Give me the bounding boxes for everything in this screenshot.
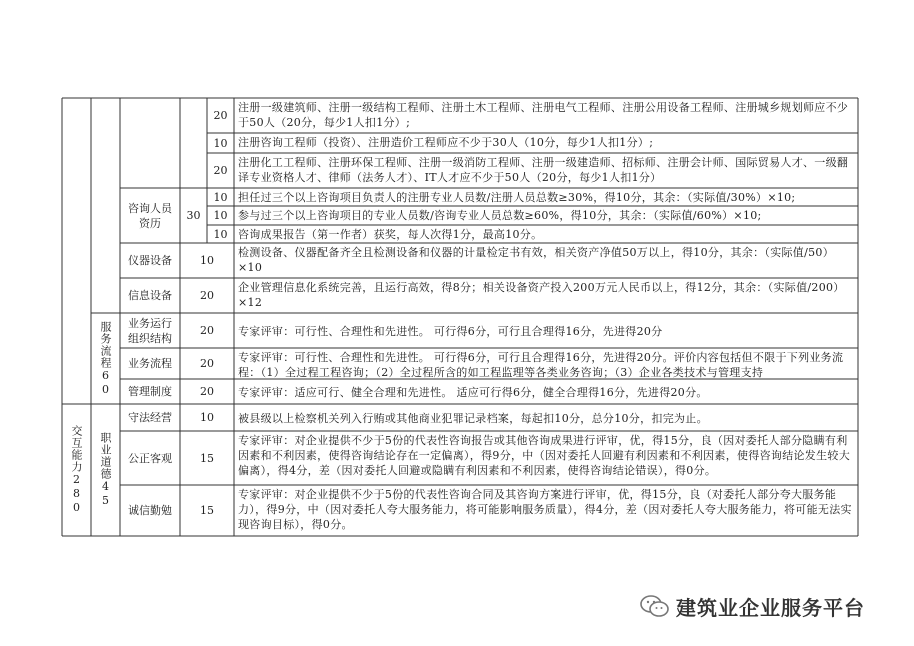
score-cell: 10 (213, 190, 228, 204)
item-label: 管理制度 (128, 385, 172, 398)
criteria-text: 咨询成果报告（第一作者）获奖，每人次得1分，最高10分。 (238, 228, 543, 241)
group-label-ethics: 职业道德45 (99, 432, 112, 508)
item-label: 仪器设备 (128, 254, 172, 267)
criteria-text: 专家评审：可行性、合理性和先进性。 可行得6分，可行且合理得16分，先进得20分。评价内容包括但不限于下列业务流程：（1）全过程工程咨询；（2）全过程所含的如工程监理等各类业务咨询；（3）企业各类技术与管理支持 (238, 351, 844, 379)
score-cell: 10 (200, 254, 214, 267)
score-cell: 20 (200, 324, 214, 337)
group-label-service: 服务流程60 (99, 320, 112, 397)
criteria-text: 检测设备、仪器配备齐全且检测设备和仪器的计量检定书有效，相关资产净值50万以上，得10分，其余：（实际值/50）×10 (238, 246, 834, 274)
criteria-text: 注册化工工程师、注册环保工程师、注册一级消防工程师、注册一级建造师、招标师、注册会计师、国际贸易人才、一级翻译专业资格人才、律师（法务人才）、IT人才应不少于50人（20分，每少1人扣1分） (238, 156, 849, 184)
criteria-text: 被县级以上检察机关列入行贿或其他商业犯罪记录档案，每起扣10分，总分10分，扣完为止。 (238, 412, 708, 425)
criteria-text: 注册一级建筑师、注册一级结构工程师、注册土木工程师、注册电气工程师、注册公用设备工程师、注册城乡规划师应不少于50人（20分，每少1人扣1分）; (238, 101, 849, 129)
score-cell: 20 (200, 357, 214, 370)
watermark-text: 建筑业企业服务平台 (676, 596, 865, 620)
criteria-text: 专家评审：对企业提供不少于5份的代表性咨询报告或其他咨询成果进行评审，优，得15分，良（因对委托人部分隐瞒有利因素和不利因素，使得咨询结论存在一定偏离），得9分，中（因对委托人回避有利因素和不利因素，使得咨询结论发生较大偏离），得4分，差（因对委托人回避或隐瞒有利因素和不利因素，使得咨询结论错误），得0分。 (238, 434, 850, 477)
score-cell: 15 (200, 451, 214, 465)
score-cell: 20 (200, 289, 214, 302)
criteria-text: 担任过三个以上咨询项目负责人的注册专业人员数/注册人员总数≥30%，得10分，其余：（实际值/30%）×10; (238, 191, 796, 204)
criteria-text: 专家评审：适应可行、健全合理和先进性。 适应可行得6分，健全合理得16分，先进得20分。 (238, 386, 708, 399)
score-cell: 10 (213, 136, 228, 150)
score-cell: 15 (200, 504, 214, 517)
score-cell: 20 (200, 385, 214, 398)
score-cell: 10 (213, 227, 228, 241)
item-label: 守法经营 (128, 411, 172, 424)
watermark (640, 592, 865, 621)
criteria-text: 专家评审：可行性、合理性和先进性。 可行得6分，可行且合理得16分，先进得20分 (238, 325, 663, 338)
item-label: 公正客观 (128, 451, 172, 465)
item-label: 业务运行组织结构 (128, 316, 172, 345)
score-cell: 10 (213, 209, 228, 222)
criteria-text: 企业管理信息化系统完善，且运行高效，得8分；相关设备资产投入200万元人民币以上，得12分，其余：（实际值/200）×12 (238, 281, 845, 309)
item-label: 信息设备 (128, 289, 172, 302)
criteria-text: 专家评审：对企业提供不少于5份的代表性咨询合同及其咨询方案进行评审，优，得15分，良（对委托人部分夸大服务能力），得9分，中（因对委托人夸大服务能力，将可能影响服务质量），得4分，差（因对委托人夸大服务能力，将可能无法实现咨询目标），得0分。 (238, 488, 852, 531)
category-label: 交互能力280 (70, 425, 83, 515)
item-label: 诚信勤勉 (128, 504, 172, 517)
item-label: 咨询人员资历 (128, 201, 172, 230)
group-score-cell: 30 (186, 209, 201, 222)
item-label: 业务流程 (128, 357, 172, 370)
score-cell: 10 (200, 411, 214, 424)
score-cell: 20 (213, 164, 228, 177)
criteria-text: 注册咨询工程师（投资）、注册造价工程师应不少于30人（10分，每少1人扣1分）; (238, 136, 654, 149)
score-cell: 20 (213, 109, 228, 122)
criteria-text: 参与过三个以上咨询项目的专业人员数/咨询专业人员总数≥60%，得10分，其余：（实际值/60%）×10; (238, 209, 762, 222)
wechat-icon (640, 594, 670, 620)
